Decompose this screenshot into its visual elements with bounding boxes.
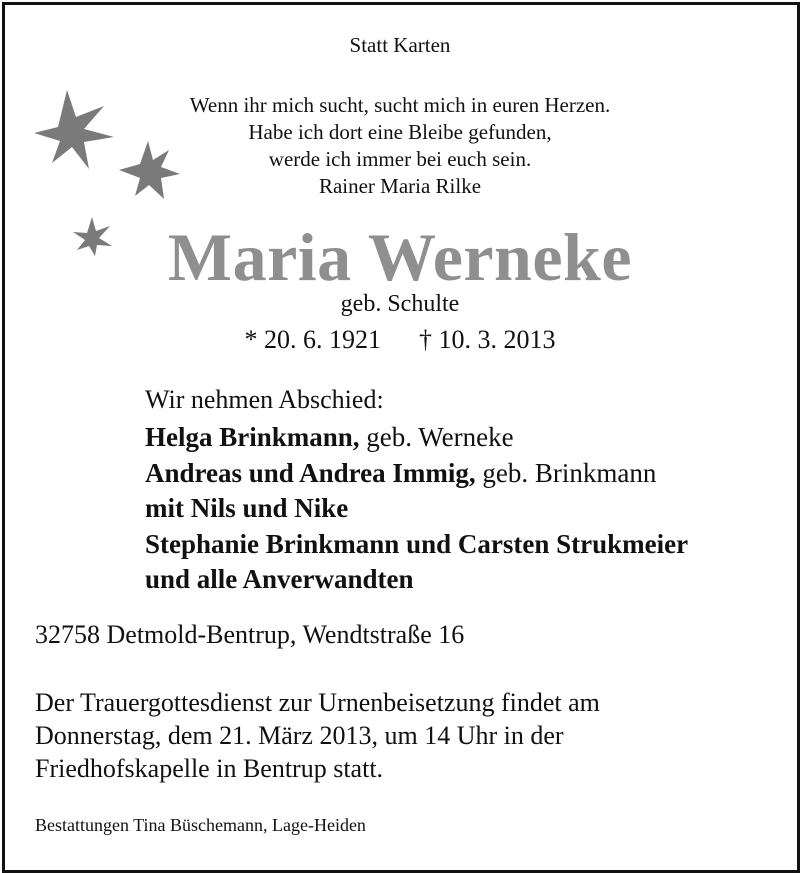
death-date: † 10. 3. 2013 — [419, 325, 556, 354]
poem-line: werde ich immer bei euch sein. — [268, 147, 532, 171]
mourner-line: Andreas und Andrea Immig, geb. Brinkmann — [145, 457, 657, 488]
service-line: Friedhofskapelle in Bentrup statt. — [35, 754, 384, 783]
mourner-line: mit Nils und Nike — [145, 493, 349, 523]
service-line: Der Trauergottesdienst zur Urnenbeisetzung findet am — [35, 688, 600, 717]
service-line: Donnerstag, dem 21. März 2013, um 14 Uhr in der — [35, 721, 564, 750]
birth-date: * 20. 6. 1921 — [244, 325, 381, 354]
mourner-line: Helga Brinkmann, geb. Werneke — [145, 422, 514, 452]
mourner-line: Stephanie Brinkmann und Carsten Strukmeier — [145, 528, 689, 559]
maiden-name: geb. Schulte — [340, 291, 460, 317]
service-info — [35, 686, 600, 785]
life-dates — [0, 325, 800, 355]
mourners-intro: Wir nehmen Abschied: — [145, 385, 384, 414]
deceased-name: Maria Werneke — [167, 219, 633, 295]
funeral-home: Bestattungen Tina Büschemann, Lage-Heiden — [35, 815, 366, 835]
address: 32758 Detmold-Bentrup, Wendtstraße 16 — [35, 620, 465, 649]
poem — [0, 92, 800, 200]
mourners-list — [145, 420, 688, 598]
poem-line: Habe ich dort eine Bleibe gefunden, — [248, 120, 552, 144]
poem-author: Rainer Maria Rilke — [318, 174, 482, 198]
header-text: Statt Karten — [349, 33, 451, 57]
poem-line: Wenn ihr mich sucht, sucht mich in euren Herzen. — [189, 93, 611, 117]
mourner-line: und alle Anverwandten — [145, 564, 414, 594]
